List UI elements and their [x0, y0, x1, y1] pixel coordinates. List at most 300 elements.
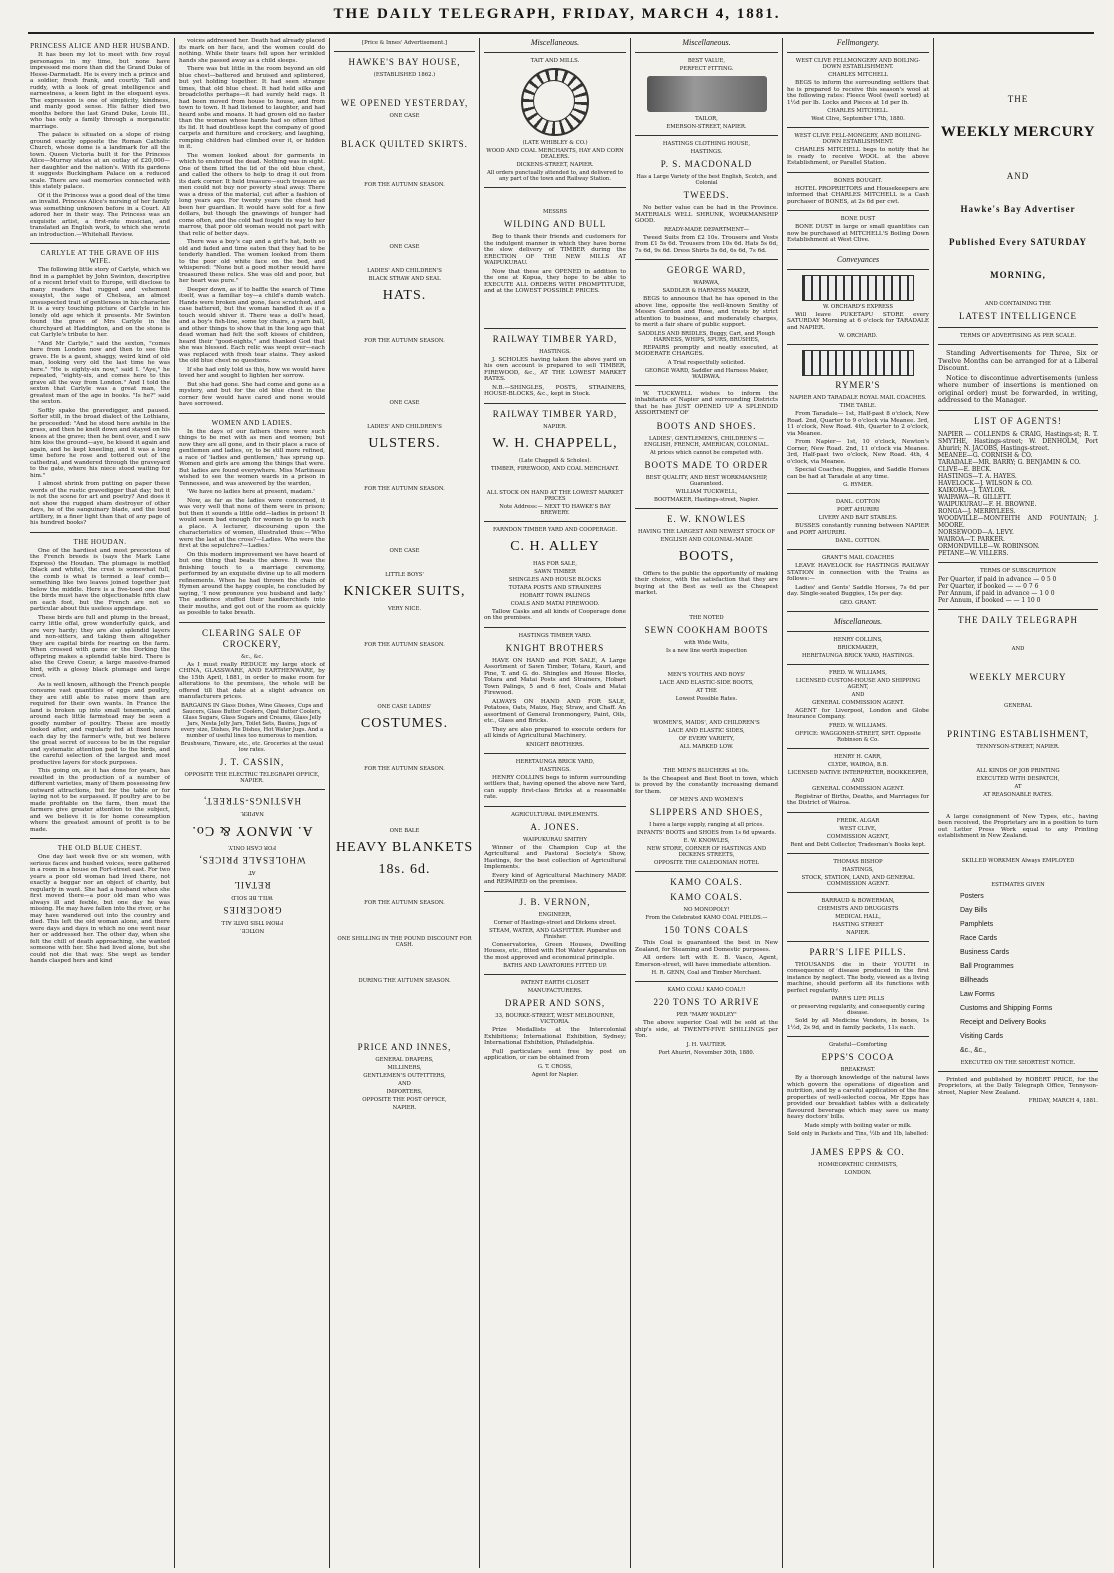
ad-text: E. W. KNOWLES,: [683, 838, 730, 844]
ad-heading: CLEARING SALE OF CROCKERY,: [201, 627, 302, 649]
agent-entry: HASTINGS—T. A. HAYES.: [938, 472, 1017, 480]
ad-label: [Price & Innes' Advertisement.]: [362, 40, 447, 46]
ad-heading: FARNDON TIMBER YARD AND COOPERAGE.: [492, 526, 618, 533]
ad-heading: THE DAILY TELEGRAPH: [957, 614, 1079, 625]
ad-heading: THOMAS BISHOP: [833, 858, 883, 865]
ad-text: TOTARA POSTS AND STRAINERS: [508, 584, 602, 591]
ad-text: STOCK, STATION, LAND, AND GENERAL COMMISSION AGENT.: [801, 874, 915, 887]
ad-text: W. TUCKWELL wishes to inform the inhabitants of Napier and surrounding Districts that he has JUST OPENED UP A SPLENDID ASSORTMENT OF: [635, 390, 778, 416]
ad-text: J. H. VAUTIER.: [686, 1041, 727, 1048]
article-paragraph: Now, as far as the ladies were concerned, it was very well that none of them were in prison; but then it sounds a little odd—ladies in prison! It would seem bad enough for women to go to such a place. A lecturer, discoursing upon the characteristics of women, illustrated thus:—'Who were the last at the cross?—Ladies. Who were the first at the sepulchre?—Ladies.': [179, 497, 325, 549]
divider: [484, 328, 626, 329]
ad-heading: SEWN COOKHAM BOOTS: [644, 624, 769, 635]
ad-heading: BOOTS,: [678, 548, 735, 564]
ad-text: AT REASONABLE RATES.: [983, 791, 1053, 798]
ad-text: ONE CASE: [389, 244, 420, 250]
divider: [484, 806, 626, 807]
divider: [787, 493, 929, 494]
ad-text: FOR THE AUTUMN SEASON.: [364, 900, 445, 906]
ad-text: BONE DUST in large or small quantities can now be purchased at MITCHELL'S Boiling Down Establishment at West Clive.: [787, 224, 929, 243]
divider: [635, 385, 778, 386]
print-item: Ball Programmes: [960, 962, 1014, 970]
ad-heading: LIST OF AGENTS!: [974, 415, 1062, 426]
ad-text: AND: [1006, 171, 1030, 181]
ad-text: AND CONTAINING THE: [985, 301, 1051, 307]
ad-text: GEO. GRANT.: [839, 599, 877, 606]
divider: [938, 1071, 1098, 1072]
ad-text: GROCERIES: [222, 904, 282, 915]
ad-text: Prize Medallists at the Intercolonial Exhibitions; International Exhibition, Sydney; International Exhibition, Philadelphia.: [484, 1027, 626, 1046]
ad-text: GENERAL DRAPERS,: [375, 1057, 434, 1063]
divider: [787, 748, 929, 749]
ad-text: NAPIER AND TARADALE ROYAL MAIL COACHES.: [789, 395, 927, 401]
ad-text: LADIES' AND CHILDREN'S: [367, 268, 442, 274]
divider: [635, 871, 778, 872]
ad-text: HASTINGS.: [690, 149, 723, 155]
divider: [787, 664, 929, 665]
ad-text: FOR THE AUTUMN SEASON.: [364, 338, 445, 344]
print-item: Race Cards: [960, 934, 997, 942]
ad-heading: HENRY COLLINS,: [833, 636, 883, 643]
ad-heading: PATENT EARTH CLOSET: [520, 980, 590, 986]
ad-text: PERFECT FITTING.: [679, 66, 734, 72]
ad-text: W. ORCHARD.: [838, 333, 878, 339]
article-paragraph: The following little story of Carlyle, which we find in a pamphlet by John Swinton, descriptive of a recent brief visit to Europe, will disclose to many readers that rugged and vehement essayist, the sage of Chelsea, an almost unsuspected trait of gentleness in his character. It is a very touching picture of Carlyle in his lonely old age which it presents. Mr Swinton found the grave of Mrs Carlyle in the churchyard at Haddington, and on the stone is cut Carlyle's tribute to her.: [30, 267, 170, 338]
ad-text: HENRY COLLINS begs to inform surrounding settlers that, having opened the above new Yard, can supply first-class Bricks at a reasonable rate.: [484, 774, 626, 800]
divider: [938, 562, 1098, 563]
column-2: [179, 38, 325, 1568]
ad-text: EXECUTED WITH DESPATCH,: [976, 775, 1060, 782]
ad-text: WHOLESALE PRICES,: [198, 854, 306, 865]
ad-name: J. T. CASSIN,: [219, 756, 285, 767]
ad-text: All orders punctually attended to, and delivered to any part of the town and Railway Station.: [486, 170, 623, 182]
article-paragraph: I almost shrink from putting on paper these words of the rustic gravedigger that day; but it is not the scene for art and poetry? And does it not show the rugged sham destroyer of other days, he of the sanguinary blade, and the loud artillery, in a finer light than that of any page of his hundred books?: [30, 481, 170, 526]
ad-heading: HERETAUNGA BRICK YARD,: [515, 758, 595, 765]
ad-text: Is a new line worth inspection: [666, 647, 747, 654]
ad-text: LITTLE BOYS': [385, 572, 424, 578]
article-paragraph: But she had gone. She had come and gone as a mystery, and but for the old blue chest in the corner few would have cared and none would have sorrowed.: [179, 381, 325, 407]
divider: [635, 981, 778, 982]
ad-text: CHARLES MITCHELL.: [827, 108, 889, 114]
ad-text: with Wide Welts,: [683, 639, 730, 646]
ad-text: BLACK STRAW AND SEAL: [368, 276, 441, 282]
ad-text: AGENT for Liverpool, London and Globe Insurance Company.: [787, 707, 929, 720]
ad-text: KNICKER SUITS,: [343, 584, 466, 599]
imprint-date: FRIDAY, MARCH 4, 1881.: [1028, 1098, 1098, 1104]
ad-text: PORT AHURIRI: [836, 507, 880, 513]
column-rule: [174, 38, 175, 1568]
ad-text: LADIES' AND CHILDREN'S: [367, 424, 442, 430]
ad-text: HAVING THE LARGEST AND NEWEST STOCK OF: [638, 528, 775, 535]
agent-entry: NORSEWOOD—A. LEVY.: [938, 528, 1014, 536]
divider: [30, 532, 170, 533]
ad-text: EMERSON-STREET, NAPIER.: [666, 124, 747, 130]
ad-text: ALL KINDS OF JOB PRINTING: [976, 767, 1060, 774]
article-paragraph: One day last week five or six women, with serious faces and hushed voices, were gathered in a room in a house on Fort-street east. For two years a poor old woman had lived there, not exactly a beggar nor an object of charity, but regularly in want. She had a husband when she first moved there—a poor old man who was always ill and feeble, but one day he was missing. He may have fallen into the river, or he may have wandered out into the country and died. This left the old woman alone, and there were days and days in which no one went near her or addressed her. The other day, when she felt the chill of death approaching, she wanted someone with her. She had lived alone, but she could not die that way. She wept as tender hands clasped hers and kind: [30, 854, 170, 964]
ad-heading: J. B. VERNON,: [519, 896, 591, 907]
ad-text: THE MEN'S BLUCHERS at 10s.: [663, 767, 750, 774]
ad-text: NEW STORE, CORNER OF HASTINGS AND DICKENS STREETS,: [646, 846, 767, 858]
ad-text: THE: [1007, 94, 1029, 104]
ad-text: Special Coaches, Buggies, and Saddle Horses can be had at Taradale at any time.: [787, 467, 929, 480]
ad-heading: 150 TONS COALS: [664, 925, 749, 935]
divider: [938, 609, 1098, 610]
ad-heading: SLIPPERS AND SHOES,: [649, 807, 764, 817]
ad-text: RETAIL: [233, 879, 271, 890]
ad-text: MESSRS: [542, 209, 568, 215]
ad-heading: 220 TONS TO ARRIVE: [653, 997, 760, 1007]
ad-heading: WILDING AND BULL: [503, 219, 607, 229]
ad-text: By a thorough knowledge of the natural laws which govern the operations of digestion and nutrition, and by a careful application of the fine properties of well-selected cocoa, Mr Epps has provided our breakfast tables with a delicately flavoured beverage which may save us many heavy doctors' bills.: [787, 1075, 929, 1120]
ad-text: CHEMISTS AND DRUGGISTS: [817, 905, 899, 912]
subscription-rate: Per Quarter, if booked — — 0 7 6: [938, 582, 1039, 590]
ad-heading: WEST CLIVE FELLMONGERY AND BOILING-DOWN ESTABLISHMENT.: [795, 58, 921, 70]
ad-text: OFFICE: WAGGONER-STREET, SPIT. Opposite Robinson & Co.: [795, 730, 921, 743]
ad-text: ALWAYS ON HAND AND FOR SALE, Potatoes, Oats, Maize, Hay, Straw, and Chaff. An assortment of General Ironmongery, Paint, Oils, etc., Glass and Bricks.: [484, 698, 626, 724]
ad-text: AND: [1011, 645, 1025, 652]
ad-text: HOBART TOWN PALINGS: [519, 592, 591, 599]
article-paragraph: Deeper down, as if to baffle the search of Time itself, was a familiar toy—a child's dumb watch. Hands were broken and gone, face scratched, and case battered, but the woman handled it as if a touch would shiver it. There was a doll's head, and a boy's fish-line, some toy chairs, a yarn ball, and other things to show that in the long ago that dead woman had felt the soft kisses of children, heard their "good-nights," and thanked God that she was blessed. Each relic was wept over—each was replaced with fresh tear stains. They asked the old blue chest no questions.: [179, 286, 325, 364]
ad-text: THOUSANDS die in their YOUTH in consequence of disease produced in the first instance by neglect. The body, viewed as a living machine, should perform all its functions with perfect regularity.: [787, 961, 929, 994]
ad-text: KNIGHT BROTHERS.: [525, 741, 585, 748]
ad-text: G. T. CROSS,: [537, 1063, 573, 1070]
article-heading: PRINCESS ALICE AND HER HUSBAND.: [30, 42, 170, 50]
ad-text: HERETAUNGA BRICK YARD, HASTINGS.: [802, 652, 914, 659]
ad-text: GENERAL COMMISSION AGENT.: [812, 785, 904, 792]
print-item: Receipt and Delivery Books: [960, 1018, 1046, 1026]
ad-text: WAIPUKURAU SMITHY: [522, 836, 588, 843]
divider: [787, 853, 929, 854]
ad-text: FROM THIS DATE ALL: [220, 918, 284, 925]
agent-entry: WOODVILLE—MONTEITH AND FOUNTAIN; J. MOORE.: [938, 514, 1098, 529]
ad-text: BUSSES constantly running between NAPIER and PORT AHURIRI.: [787, 523, 929, 536]
ad-text: FRED. W. WILLIAMS.: [829, 722, 887, 729]
article-heading: WOMEN AND LADIES.: [211, 418, 293, 427]
ad-text: SADDLES AND BRIDLES, Buggy, Cart, and Plough HARNESS, WHIPS, SPURS, BRUSHES,: [638, 330, 775, 343]
divider: [484, 753, 626, 754]
ad-text: They are also prepared to execute orders for all kinds of Agricultural Machinery.: [484, 726, 626, 739]
ad-text: ONE SHILLING IN THE POUND DISCOUNT FOR CASH.: [337, 936, 472, 948]
column-6: [787, 38, 929, 1568]
ad-heading: Published Every SATURDAY: [948, 237, 1088, 247]
ad-text: BEST VALUE,: [687, 58, 726, 64]
divider: [787, 1036, 929, 1037]
ad-text: SHINGLES AND HOUSE BLOCKS: [508, 576, 602, 583]
article-heading: THE OLD BLUE CHEST.: [57, 844, 143, 852]
ad-text: WOOD AND COAL MERCHANTS, HAY AND CORN DEALERS.: [486, 148, 624, 160]
ad-text: A large consignment of New Types, etc., having been received, the Proprietary are in a position to turn out Letter Press Work equal to any Printing establishment in New Zealand.: [938, 813, 1098, 839]
ad-heading: KAMO COALS.: [670, 892, 743, 902]
ad-text: COALS AND MATAI FIREWOOD.: [510, 600, 600, 607]
masthead: THE DAILY TELEGRAPH, FRIDAY, MARCH 4, 1881.: [333, 6, 781, 22]
imprint: Printed and published by ROBERT PRICE, for the Proprietors, at the Daily Telegraph Office, Tennyson-street, Napier New Zealand.: [938, 1076, 1098, 1096]
ad-text: LICENSED NATIVE INTERPRETER, BOOKKEEPER,: [787, 769, 929, 776]
ad-text: or preserving regularity, and consequently curing disease.: [791, 1004, 925, 1016]
column-rule: [782, 38, 783, 1568]
ad-text: GENERAL: [1004, 702, 1032, 709]
article-paragraph: These birds are full and plump in the breast, carry little offal, grow wonderfully quick, and are very hardy; they are also splendid layers and non-sitters, and taking them altogether they are capital birds for rearing on the farm. When crossed with game or the Dorking the offspring makes a splendid table bird. There is also the Creve Coeur, a large massive-framed bird, with a glossy black plumage and large crest.: [30, 614, 170, 679]
agent-entry: PETANE—W. VILLERS.: [938, 549, 1009, 557]
divider: [938, 410, 1098, 411]
agent-entry: KAIKORA—J. TAYLOR.: [938, 486, 1006, 494]
ad-text: G. RYMER.: [843, 482, 873, 488]
ad-heading: Hawke's Bay Advertiser: [960, 204, 1076, 214]
ad-text: TAIT AND MILLS.: [530, 58, 580, 64]
ad-text: BATHS AND LAVATORIES FITTED UP.: [503, 963, 607, 969]
article-paragraph: As is well known, although the French people consume vast quantities of eggs and poultry, they are still able to raise more than are required for their own wants. In France the land is broken up into small tenements, and around each little farmstead may be seen a goodly number of poultry. These are mostly looked after, and regularly fed at fixed hours each day by the farmer's wife, but we believe the great secret of success to be in the regular and systematic attention paid to the birds, and the careful selection of the largest and most productive layers for stock purposes.: [30, 681, 170, 766]
ad-text: REPAIRS promptly and neatly executed, at MODERATE CHARGES.: [635, 344, 778, 357]
ad-text: Now that these are OPENED in addition to the one at Kopua, they hope to be able to EXECUTE ALL ORDERS WITH PROMPTITUDE, and at the LOWEST POSSIBLE PRICES.: [484, 268, 626, 294]
ad-text: Beg to thank their friends and customers for the indulgent manner in which they have borne the slow delivery of TIMBER during the ERECTION OF THE NEW MILLS AT WAIPUKURAU.: [484, 234, 626, 266]
ad-text: Corner of Hastings-street and Dickens street.: [493, 919, 617, 926]
ad-text: SAWN TIMBER: [534, 568, 576, 575]
divider: [787, 269, 929, 270]
divider: [484, 403, 626, 404]
ad-text: HATS.: [382, 288, 427, 303]
divider: [179, 622, 325, 623]
article-paragraph: It has been my lot to meet with few royal personages in my time, but none have impressed me more than did the Grand Duke of Hesse-Darmstadt. He is every inch a prince and a soldier, fresh frank, and courtly. Tall and ruddy, with a look of great intelligence and earnestness, a keen light in the eloquent eyes. The expression is one of simplicity, kindness, and manly good sense. His father died two months before the last Grand Duke, Louis III., who has only a family through a morganatic marriage.: [30, 52, 170, 130]
ad-text: Offers to the public the opportunity of making their choice, with the satisfaction that they are buying at the Best as well as the Cheapest market.: [635, 570, 778, 596]
top-rule: [28, 32, 1094, 34]
ad-text: FOR CASH ONLY.: [227, 843, 277, 850]
print-item: Day Bills: [960, 906, 988, 914]
divider: [179, 789, 325, 790]
ad-heading: HASTINGS TIMBER YARD.: [518, 632, 592, 639]
inverted-advertisement: [179, 795, 325, 933]
ad-text: DICKENS-STREET, NAPIER.: [516, 162, 594, 168]
ad-text: Grateful—Comforting: [828, 1042, 888, 1048]
ad-heading: RYMER'S: [835, 380, 881, 390]
ad-text: J. SCHOLES having taken the above yard on his own account is prepared to sell TIMBER, FIREWOOD, &c., AT THE LOWEST MARKET RATES.: [484, 356, 626, 382]
ad-heading: DRAPER AND SONS,: [504, 998, 606, 1008]
ad-text: GENERAL COMMISSION AGENT.: [812, 699, 904, 706]
ad-text: Brushware, Tinware, etc., etc. Groceries at the usual low rates.: [180, 740, 324, 753]
ad-text: (LATE WHIBLEY & CO.): [522, 140, 588, 146]
ad-text: DURING THE AUTUMN SEASON.: [358, 978, 451, 984]
ad-text: H. R. GENN, Coal and Timber Merchant.: [651, 970, 762, 976]
ad-text: 18s. 6d.: [378, 862, 431, 877]
divider: [787, 249, 929, 250]
ad-text: From Taradale— 1st, Half-past 8 o'clock, New Road. 2nd, Quarter to 9 o'clock via Meanee. 3rd, 11 o'clock, New Road. 4th, Quarter to 2 o'clock, via Meanee.: [787, 411, 929, 437]
article-heading: THE HOUDAN.: [73, 537, 127, 546]
ad-text: AND: [851, 777, 865, 784]
column-4: [484, 38, 626, 1568]
ad-heading: TWEEDS.: [683, 190, 730, 200]
ad-text: ALL STOCK ON HAND AT THE LOWEST MARKET PRICES: [486, 489, 624, 502]
divider: [635, 52, 778, 53]
ad-text: ONE CASE: [389, 548, 420, 554]
ad-heading: FRED. W. WILLIAMS,: [829, 669, 887, 676]
ad-text: WEST CLIVE,: [839, 825, 877, 832]
divider: [787, 941, 929, 942]
ad-text: LACE AND ELASTIC-SIDE BOOTS,: [659, 679, 754, 686]
ad-heading: C. H. ALLEY: [510, 538, 600, 554]
subscription-rate: Per Annum, if paid in advance — 1 0 0: [938, 589, 1055, 597]
divider: [30, 838, 170, 839]
article-paragraph: voices addressed her. Death had already placed its mark on her face, and the women could do nothing. While their tears fell upon her wrinkled hands she passed away as a child sleeps.: [179, 38, 325, 64]
ad-text: N.B.—SHINGLES, POSTS, STRAINERS, HOUSE-BLOCKS, &c., kept in Stock.: [484, 384, 626, 397]
ad-heading: TERMS OF SUBSCRIPTION: [980, 567, 1056, 574]
ad-text: HASTINGS-STREET,: [202, 795, 302, 806]
divider: [938, 327, 1098, 328]
ad-text: FOR THE AUTUMN SEASON.: [364, 766, 445, 772]
ad-text: Winner of the Champion Cup at the Agricultural and Pastoral Society's Show, Hastings, for the best collection of Agricultural Implements.: [484, 844, 626, 870]
ad-text: ULSTERS.: [368, 436, 441, 451]
ad-heading: LIVERY AND BAIT STABLES.: [818, 515, 898, 521]
ad-heading: MORNING,: [990, 270, 1046, 280]
ad-text: AND: [851, 691, 865, 698]
ad-text: Standing Advertisements for Three, Six or Twelve Months can be arranged for at a Liberal Discount.: [938, 349, 1098, 372]
ad-text: NAPIER.: [240, 809, 264, 816]
print-item: &c., &c.,: [960, 1046, 987, 1054]
ad-text: A. MANOY & Co.: [191, 822, 313, 838]
article-paragraph: Softly spake the gravedigger, and paused. Softer still, in the broad dialect of the Lothians, he proceeded: "And he stood here awhile in the grass, and then he knelt down and stayed on his knees at the grave; then he bent over, and I saw him kiss the ground—aye, he kissed it again and again, and he kept kneeling, and it was a long time before he rose and tottered out of the cathedral, and wandered through the graveyard to the gate, where his niece stood waiting for him.": [30, 407, 170, 479]
agent-entry: WAIROA—T. PARKER.: [938, 535, 1005, 543]
ad-heading: AGRICULTURAL IMPLEMENTS.: [511, 811, 599, 818]
ad-text: HAS FOR SALE,: [533, 560, 577, 567]
ad-text: LONDON.: [844, 1169, 872, 1176]
ad-text: FOR THE AUTUMN SEASON.: [364, 486, 445, 492]
column-3: [334, 38, 475, 1568]
ad-text: BARGAINS IN Glass Dishes, Wine Glasses, Cups and Saucers, Glass Butter Coolers, Opal Butter Coolers, Glass Sugars, Glass Sugars and Creams, Glass Jelly Jars, Nesta Jelly Jars, Toilet Sets, Basins, Jugs of every size, Dishes, Pie Dishes, Hot Water Jugs. And a number of useful lines too numerous to mention.: [180, 702, 324, 739]
ad-text: TAILOR,: [695, 116, 718, 122]
ad-text: HAVE ON HAND and FOR SALE, A Large Assortment of Sawn Timber, Totara, Kauri, and Pine, T. and G. do. Shingles and House Blocks, Totara and Matai Posts and Strainers, Hobart Town Palings, 5 and 6 feet, Coals and Matai Firewood.: [484, 657, 626, 696]
ad-text: READY-MADE DEPARTMENT—: [664, 226, 749, 233]
article-paragraph: "And Mr Carlyle," said the sexton, "comes here from London now and then to see this grave. He is a gaunt, shaggy, weird kind of old man, looking very old the last time he was here." "He is eighty-six now," said I. "Aye," he repeated, "eighty-six, and comes here to this grave all the way from London." And I told the sexton that Carlyle was a great man, the greatest man of the age in books. "Is he?" said the sexton.: [30, 340, 170, 405]
ad-text: Note Address:— NEXT TO HAWKE'S BAY BREWERY.: [499, 503, 611, 516]
ad-text: AT: [1014, 783, 1022, 790]
ad-text: GEORGE WARD, Saddler and Harness Maker, WAIPAWA.: [644, 367, 769, 380]
print-item: Pamphlets: [960, 920, 994, 928]
ad-heading: RAILWAY TIMBER YARD,: [492, 408, 618, 419]
ad-text: MANUFACTURERS.: [527, 988, 583, 994]
ad-text: NAPIER.: [846, 929, 870, 936]
article-paragraph: There was but little in the room beyond an old blue chest—battered and bruised and splintered, but yet holding together. It had seen strange times, that old blue chest. It had held silks and broadcloths perhaps—it had surely held rags. It had been moved from house to house, and from town to town. It had listened to laughter, and had heard sobs and moans. It had grown old no faster than the woman whose hands had so often lifted its lid. It had doubtless kept the company of good carpets and furniture and crockery, and laughing, romping children had climbed over it, or hidden in it.: [179, 66, 325, 150]
ad-text: WILL BE SOLD: [231, 893, 273, 900]
ad-heading: FREDK. ALGAR: [836, 817, 880, 824]
ad-text: PARR'S LIFE PILLS: [831, 996, 885, 1002]
ad-text: Tallow Casks and all kinds of Cooperage done on the premises.: [484, 608, 626, 621]
ad-text: (Late Chappell & Scholes).: [518, 457, 592, 464]
ad-text: OPPOSITE THE POST OFFICE,: [362, 1097, 447, 1103]
ad-text: NOTICE.: [239, 926, 265, 933]
divider: [484, 187, 626, 188]
ad-text: Rent and Debt Collector, Tradesman's Books kept.: [790, 841, 926, 848]
article-paragraph: One of the hardiest and most precocious of the French breeds is (says the Mark Lane Express) the Houdan. The plumage is mottled (black and white), the crest is somewhat full, the comb is what is termed a leaf comb—something like two leaves joined together just below the middle. Here is a five-toed one that the birds must have the objectionable fifth claw on each foot, but the French are not so particular about this useless appendage.: [30, 547, 170, 612]
column-rule: [630, 38, 631, 1568]
ad-heading: WEST CLIVE FELL-MONGERY, AND BOILING-DOWN ESTABLISHMENT.: [794, 133, 922, 145]
divider: [787, 549, 929, 550]
ad-text: MEN'S YOUTHS AND BOYS': [667, 671, 746, 678]
ad-text: COSTUMES.: [360, 716, 449, 731]
ad-text: Tweed Suits from £2 10s. Trousers and Vests from £1 5s 6d. Trousers from 10s 6d. Hats 5s 6d, 7s 6d, 9s 6d. Dress Shirts 5s 6d, 6s 6d, 7s 6d.: [635, 234, 778, 254]
agent-entry: TARADALE—MR. BARRY; G. BENJAMIN & CO.: [938, 458, 1081, 466]
ad-text: CHARLES MITCHELL begs to notify that he is ready to receive WOOL at the above Establishment, or Parallel Station.: [787, 147, 929, 166]
print-item: Customs and Shipping Forms: [960, 1004, 1053, 1012]
ad-heading: PARR'S LIFE PILLS.: [809, 946, 907, 957]
ad-text: HASTINGS.: [539, 766, 571, 773]
ad-text: TIME TABLE.: [839, 403, 877, 409]
ad-heading: DANL. COTTON: [835, 499, 881, 505]
ad-text: IMPORTERS,: [386, 1089, 423, 1095]
ad-text: Lowest Possible Rates.: [675, 695, 738, 702]
ad-text: From the Celebrated KAMO COAL FIELDS.—: [645, 915, 768, 921]
section-category: Miscellaneous.: [682, 38, 731, 47]
article-heading: CARLYLE AT THE GRAVE OF HIS WIFE.: [40, 249, 160, 265]
column-rule: [933, 38, 934, 1568]
ad-heading: EPPS'S COCOA: [821, 1052, 895, 1062]
ad-heading: A. JONES.: [530, 821, 580, 832]
agent-entry: HAVELOCK—J. WILSON & CO.: [938, 479, 1033, 487]
ad-text: Registrar of Births, Deaths, and Marriages for the District of Wairoa.: [787, 793, 929, 806]
ad-heading: BARRAUD & BOWERMAN,: [821, 897, 895, 904]
ad-heading: KAMO COALS.: [670, 877, 743, 887]
ad-text: HASTINGS.: [539, 348, 571, 355]
ad-heading: W. ORCHARD'S EXPRESS: [823, 303, 893, 310]
article-paragraph: In the days of our fathers there were such things to be met with as men and women; but now they are all gone, and in their place a race of gentlemen and ladies, or, to be still more refined, a race of 'ladies and gentlemen,' has sprung up. Women and girls are among the things that were. But ladies are found everywhere. Miss Martineau wished to see the women wards in a prison in Tennessee, and was answered by the warden,: [179, 428, 325, 487]
ad-text: Every kind of Agricultural Machinery MADE and REPAIRED on the premises.: [484, 872, 626, 885]
ad-text: BREAKFAST.: [840, 1067, 876, 1073]
coach-illustration: [802, 275, 914, 301]
ad-text: AT THE: [696, 687, 717, 694]
article-paragraph: 'We have no ladies here at present, madam.': [187, 489, 315, 495]
ad-text: AND: [398, 1081, 411, 1087]
ad-text: TIMBER, FIREWOOD, AND COAL MERCHANT.: [490, 465, 619, 472]
ad-text: THE NOTED: [689, 614, 724, 621]
ad-title: HAWKE'S BAY HOUSE,: [348, 57, 461, 67]
subscription-rate: Per Annum, if booked — — 1 10 0: [938, 596, 1041, 604]
ad-text: Port Ahuriri, November 30th, 1880.: [658, 1049, 755, 1056]
ad-text: BEGS to announce that he has opened in the above line, opposite the well-known Smithy of Messrs Gordon and Rose, and trusts by strict attention to business, and moderately charges, to merit a fair share of public support.: [635, 296, 778, 328]
ad-text: ONE CASE: [389, 113, 420, 119]
ad-heading: BOOTS MADE TO ORDER: [644, 459, 769, 470]
divider: [787, 127, 929, 128]
ad-text: &c., &c.: [240, 653, 264, 660]
ad-text: The above superior Coal will be sold at the ship's side, at TWENTY-FIVE SHILLINGS per Ton.: [635, 1020, 778, 1039]
ad-text: ENGLISH AND COLONIAL-MADE: [660, 536, 753, 543]
ad-heading: RAILWAY TIMBER YARD,: [492, 333, 618, 344]
article-paragraph: Of it the Princess was a good deal of the time an invalid. Princess Alice's nursing of her family was something unknown before in a Court. All adored her in their way. The Princess was an exquisite artist, a first-rate musician, and translated an English work, to which she wrote an introduction.—Whitehall Review.: [30, 192, 170, 238]
divider: [30, 243, 170, 244]
column-rule: [479, 38, 480, 1568]
ad-text: LACE AND ELASTIC SIDES,: [668, 727, 745, 734]
divider: [787, 52, 929, 53]
ad-text: OF MEN'S AND WOMEN'S: [669, 797, 744, 803]
divider: [334, 51, 475, 52]
divider: [484, 974, 626, 975]
agent-entry: NAPIER — COLLENDS & CRAIG, Hastings-st; R. T. SMYTHE, Hastings-street; W. DENHOLM, Port Ahuriri; N. JACOBS, Hastings-street.: [938, 430, 1098, 452]
column-1: [30, 38, 170, 1568]
ad-heading: CHARLES MITCHELL: [828, 72, 888, 78]
divider: [635, 508, 778, 509]
ad-text: GENTLEMEN'S OUTFITTERS,: [363, 1073, 446, 1079]
ad-text: All orders left with E. B. Vasco, Agent, Emerson-street, will have immediate attention.: [635, 955, 778, 968]
ad-heading: BONES BOUGHT.: [833, 177, 883, 184]
ad-text: WILLIAM TUCKWELL,: [675, 488, 738, 495]
subscription-rate: Per Quarter, if paid in advance — 0 5 0: [938, 575, 1057, 583]
ad-heading: GEORGE WARD,: [666, 265, 747, 275]
saw-blade-illustration: [521, 68, 589, 136]
ad-text: Agent for Napier.: [531, 1071, 579, 1078]
section-category: Conveyances: [836, 254, 880, 264]
print-item: Visiting Cards: [960, 1032, 1004, 1040]
ad-text: MEDICAL HALL,: [835, 913, 881, 920]
ad-heading: KNIGHT BROTHERS: [505, 642, 605, 653]
ad-text: ESTIMATES GIVEN: [991, 881, 1045, 888]
column-rule: [329, 38, 330, 1568]
ad-text: ONE CASE LADIES': [377, 704, 432, 710]
ad-text: BOOTMAKER, Hastings-street, Napier.: [653, 496, 760, 503]
